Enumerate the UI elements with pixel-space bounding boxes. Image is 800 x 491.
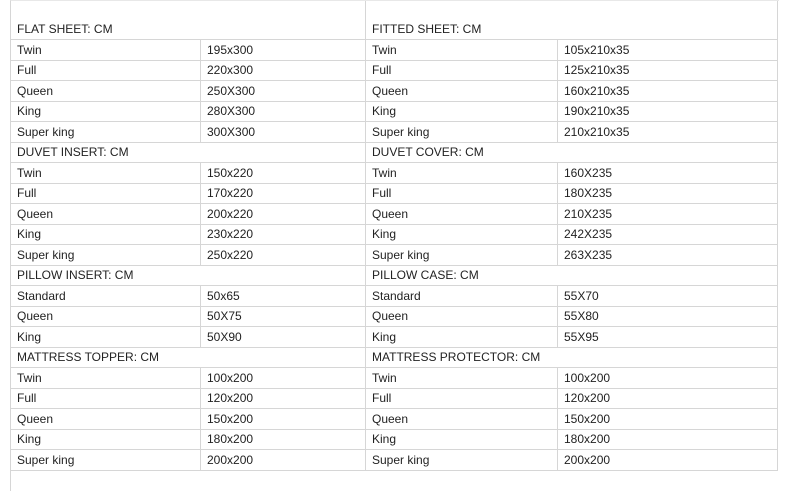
- dimension-cell: 150x220: [201, 163, 366, 184]
- dimension-cell: 120x200: [201, 389, 366, 410]
- size-label-cell: Queen: [11, 81, 201, 102]
- dimension-cell: 180x200: [558, 430, 778, 451]
- size-label-cell: Full: [11, 61, 201, 82]
- dimension-cell: 50X90: [201, 327, 366, 348]
- size-label-cell: Full: [366, 61, 558, 82]
- dimension-cell: 160X235: [558, 163, 778, 184]
- size-label-cell: Super king: [11, 450, 201, 471]
- size-label-cell: Standard: [366, 286, 558, 307]
- dimension-cell: 55X70: [558, 286, 778, 307]
- dimension-cell: 230x220: [201, 225, 366, 246]
- dimension-cell: 280X300: [201, 102, 366, 123]
- dimension-cell: 200x200: [558, 450, 778, 471]
- size-label-cell: King: [11, 430, 201, 451]
- dimension-cell: 263X235: [558, 245, 778, 266]
- size-label-cell: Queen: [11, 409, 201, 430]
- dimension-cell: 200x220: [201, 204, 366, 225]
- section-title: MATTRESS TOPPER: CM: [11, 348, 366, 369]
- size-label-cell: Queen: [366, 204, 558, 225]
- size-label-cell: King: [366, 327, 558, 348]
- dimension-cell: 195x300: [201, 40, 366, 61]
- size-label-cell: Super king: [366, 245, 558, 266]
- dimension-cell: 210X235: [558, 204, 778, 225]
- size-label-cell: King: [366, 225, 558, 246]
- dimension-cell: 180X235: [558, 184, 778, 205]
- dimension-cell: 55X80: [558, 307, 778, 328]
- size-label-cell: King: [366, 430, 558, 451]
- dimension-cell: 242X235: [558, 225, 778, 246]
- dimension-cell: 250x220: [201, 245, 366, 266]
- dimension-cell: 50X75: [201, 307, 366, 328]
- size-chart-table: [10, 0, 779, 491]
- size-label-cell: Standard: [11, 286, 201, 307]
- section-title: DUVET INSERT: CM: [11, 143, 366, 164]
- section-title: PILLOW INSERT: CM: [11, 266, 366, 287]
- size-label-cell: Queen: [366, 307, 558, 328]
- size-label-cell: King: [11, 327, 201, 348]
- size-label-cell: Full: [366, 389, 558, 410]
- size-label-cell: Super king: [11, 122, 201, 143]
- dimension-cell: 55X95: [558, 327, 778, 348]
- size-label-cell: Queen: [11, 204, 201, 225]
- size-label-cell: Super king: [11, 245, 201, 266]
- size-label-cell: Super king: [366, 122, 558, 143]
- size-label-cell: Twin: [11, 368, 201, 389]
- size-label-cell: Queen: [366, 409, 558, 430]
- size-label-cell: Full: [366, 184, 558, 205]
- size-label-cell: Queen: [11, 307, 201, 328]
- size-label-cell: King: [11, 102, 201, 123]
- size-label-cell: Full: [11, 184, 201, 205]
- size-label-cell: Twin: [11, 40, 201, 61]
- size-label-cell: Full: [11, 389, 201, 410]
- dimension-cell: 220x300: [201, 61, 366, 82]
- dimension-cell: 250X300: [201, 81, 366, 102]
- section-title: FLAT SHEET: CM: [11, 1, 366, 40]
- dimension-cell: 120x200: [558, 389, 778, 410]
- size-label-cell: Queen: [366, 81, 558, 102]
- section-title: MATTRESS PROTECTOR: CM: [366, 348, 778, 369]
- size-label-cell: Twin: [11, 163, 201, 184]
- size-label-cell: Twin: [366, 368, 558, 389]
- dimension-cell: 300X300: [201, 122, 366, 143]
- dimension-cell: 125x210x35: [558, 61, 778, 82]
- dimension-cell: 200x200: [201, 450, 366, 471]
- size-label-cell: Twin: [366, 163, 558, 184]
- size-label-cell: Super king: [366, 450, 558, 471]
- dimension-cell: 180x200: [201, 430, 366, 451]
- dimension-cell: 105x210x35: [558, 40, 778, 61]
- dimension-cell: 50x65: [201, 286, 366, 307]
- section-title: DUVET COVER: CM: [366, 143, 778, 164]
- dimension-cell: 150x200: [201, 409, 366, 430]
- dimension-cell: 100x200: [558, 368, 778, 389]
- size-label-cell: Twin: [366, 40, 558, 61]
- size-label-cell: King: [11, 225, 201, 246]
- dimension-cell: 160x210x35: [558, 81, 778, 102]
- section-title: FITTED SHEET: CM: [366, 1, 778, 40]
- size-label-cell: King: [366, 102, 558, 123]
- dimension-cell: 210x210x35: [558, 122, 778, 143]
- section-title: PILLOW CASE: CM: [366, 266, 778, 287]
- dimension-cell: 170x220: [201, 184, 366, 205]
- dimension-cell: 100x200: [201, 368, 366, 389]
- dimension-cell: 150x200: [558, 409, 778, 430]
- dimension-cell: 190x210x35: [558, 102, 778, 123]
